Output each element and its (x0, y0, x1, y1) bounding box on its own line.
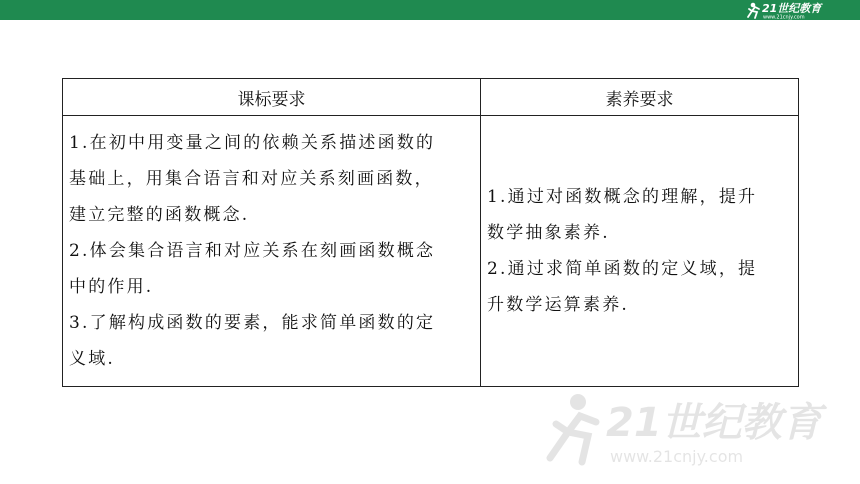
header-literacy: 素养要求 (481, 79, 799, 116)
logo-text: 21世纪教育 (762, 2, 822, 15)
literacy-line: 升数学运算素养. (487, 295, 630, 315)
curriculum-line: 1.在初中用变量之间的依赖关系描述函数的 (69, 133, 436, 153)
curriculum-line: 3.了解构成函数的要素，能求简单函数的定 (69, 313, 436, 333)
curriculum-line: 义域. (69, 349, 116, 369)
watermark-logo-icon (536, 388, 836, 474)
watermark-text: 21世纪教育 (606, 400, 822, 446)
watermark-subtext: www.21cnjy.com (610, 447, 744, 466)
logo-subtext: www.21cnjy.com (763, 14, 805, 20)
literacy-line: 数学抽象素养. (487, 223, 610, 243)
curriculum-line: 2.体会集合语言和对应关系在刻画函数概念 (69, 241, 436, 261)
header-curriculum: 课标要求 (63, 79, 481, 116)
literacy-requirements-cell (481, 116, 799, 387)
literacy-line: 2.通过求简单函数的定义域，提 (487, 259, 758, 279)
curriculum-line: 建立完整的函数概念. (69, 205, 250, 225)
runner-logo-icon (744, 0, 852, 20)
curriculum-requirements-cell (63, 116, 481, 387)
table-header-row (63, 79, 799, 116)
curriculum-line: 基础上，用集合语言和对应关系刻画函数， (69, 169, 434, 189)
requirements-table (62, 78, 799, 387)
literacy-line: 1.通过对函数概念的理解，提升 (487, 187, 758, 207)
header-bar (0, 0, 860, 20)
curriculum-line: 中的作用. (69, 277, 154, 297)
brand-logo (744, 0, 852, 20)
table-row (63, 116, 799, 387)
